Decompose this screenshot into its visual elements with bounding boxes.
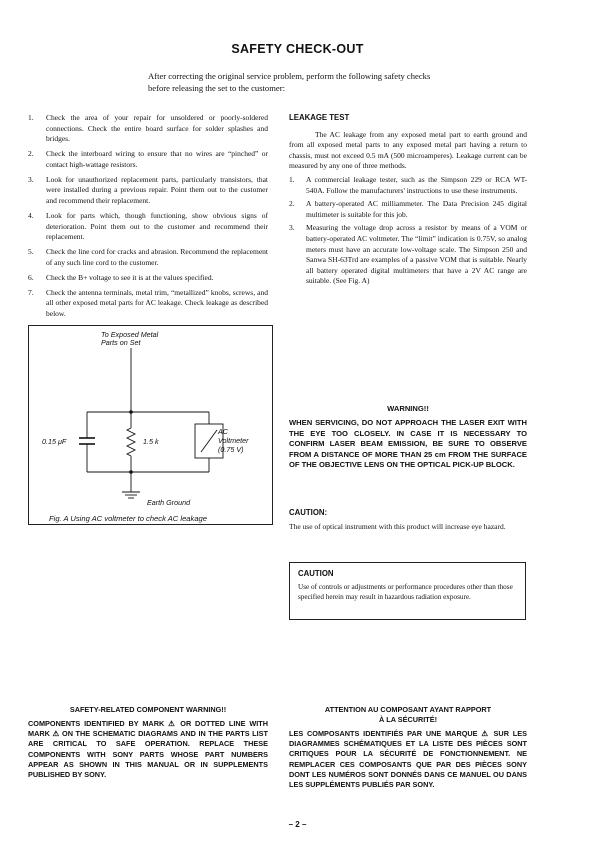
item-text: A battery-operated AC milliammeter. The Data Precision 245 digital multimeter is suitable for this job. bbox=[306, 199, 527, 219]
figure-label-top-1: To Exposed Metal bbox=[101, 330, 159, 339]
french-heading-line-2: À LA SÉCURITÉ! bbox=[378, 715, 438, 724]
figure-a bbox=[28, 325, 273, 525]
french-heading-line-1: ATTENTION AU COMPOSANT AYANT RAPPORT bbox=[324, 705, 492, 714]
caution-box-heading: CAUTION bbox=[298, 569, 334, 578]
french-heading bbox=[289, 705, 527, 725]
list-item bbox=[28, 288, 268, 320]
item-text: Measuring the voltage drop across a resistor by means of a VOM or battery-operated AC voltmeter. The “limit” indication is 0.75V, so analog meters must have an accurate low-voltage scale. The Simpson 250 and Sanwa SH-63Trd are examples of a passive VOM that is suitable. Nearly all battery operated digital multimeters that have a 2V AC range are suitable. (See Fig. A) bbox=[306, 223, 527, 286]
leakage-test-section bbox=[289, 113, 527, 290]
warning-heading: WARNING!! bbox=[387, 404, 429, 413]
meter-needle bbox=[201, 430, 217, 452]
list-item bbox=[289, 175, 527, 196]
item-number: 6. bbox=[28, 272, 34, 282]
item-text: Check the B+ voltage to see it is at the values specified. bbox=[46, 272, 214, 282]
item-text: Check the area of your repair for unsoldered or poorly-soldered connections. Check the entire board surface for solder splashes and bridges. bbox=[46, 113, 268, 144]
item-number: 3. bbox=[28, 174, 34, 184]
junction-dot-bottom bbox=[129, 470, 133, 474]
safety-related-heading: SAFETY-RELATED COMPONENT WARNING!! bbox=[69, 705, 227, 714]
figure-label-top-2: Parts on Set bbox=[101, 338, 141, 347]
leakage-intro: The AC leakage from any exposed metal part to earth ground and from all exposed metal parts to any exposed metal part having a return to chassis, must not exceed 0.5 mA (500 microamperes). Leakage current can be measured by any one of three methods. bbox=[289, 129, 527, 171]
item-number: 1. bbox=[289, 174, 295, 184]
list-item bbox=[28, 247, 268, 268]
list-item bbox=[28, 273, 268, 284]
resistor-value-label: 1.5 k bbox=[143, 437, 159, 446]
list-item bbox=[28, 113, 268, 145]
leakage-heading: LEAKAGE TEST bbox=[289, 113, 350, 122]
page-title: SAFETY CHECK-OUT bbox=[231, 42, 364, 56]
leakage-methods-list bbox=[289, 175, 527, 287]
item-number: 7. bbox=[28, 287, 34, 297]
safety-related-body: COMPONENTS IDENTIFIED BY MARK ⚠ OR DOTTED LINE WITH MARK ⚠ ON THE SCHEMATIC DIAGRAMS AND IN THE PARTS LIST ARE CRITICAL TO SAFE OPERATION. REPLACE THESE COMPONENTS WITH SONY PARTS WHOSE PART NUMBERS APPEAR AS SHOWN IN THIS MANUAL OR IN SUPPLEMENTS PUBLISHED BY SONY. bbox=[28, 719, 268, 780]
junction-dot-top bbox=[129, 410, 133, 414]
list-item bbox=[289, 199, 527, 220]
caution-box-body: Use of controls or adjustments or performance procedures other than those specified herein may result in hazardous radiation exposure. bbox=[298, 583, 513, 601]
item-number: 2. bbox=[289, 199, 295, 209]
meter-label-1: AC bbox=[218, 427, 228, 436]
warning-body: WHEN SERVICING, DO NOT APPROACH THE LASER EXIT WITH THE EYE TOO CLOSELY. IN CASE IT IS NECESSARY TO CONFIRM LASER BEAM EMISSION, BE SURE TO OBSERVE FROM A DISTANCE OF MORE THAN 25 cm FROM THE SURFACE OF THE OBJECTIVE LENS ON THE OPTICAL PICK-UP BLOCK. bbox=[289, 418, 527, 469]
list-item bbox=[28, 175, 268, 207]
french-body: LES COMPOSANTS IDENTIFIÉS PAR UNE MARQUE ⚠ SUR LES DIAGRAMMES SCHÉMATIQUES ET LA LISTE DES PIÈCES SONT CRITIQUES POUR LA SÉCURITÉ DE FONCTIONNEMENT. NE REMPLACER CES COMPOSANTS QUE PAR DES PIÈCES SONY DONT LES NUMÉROS SONT DONNÉS DANS CE MANUEL OU DANS LES SUPPLÉMENTS PUBLIÉS PAR SONY. bbox=[289, 729, 527, 790]
list-item bbox=[28, 149, 268, 170]
capacitor-value-label: 0.15 μF bbox=[42, 437, 67, 446]
safety-check-list bbox=[28, 113, 268, 324]
caution-body: The use of optical instrument with this product will increase eye hazard. bbox=[289, 522, 506, 531]
item-number: 4. bbox=[28, 210, 34, 220]
item-number: 5. bbox=[28, 247, 34, 257]
item-number: 1. bbox=[28, 113, 34, 122]
resistor-zigzag bbox=[127, 428, 135, 456]
meter-label-3: (0.75 V) bbox=[218, 445, 244, 454]
intro-paragraph: After correcting the original service problem, perform the following safety checks before releasing the set to the customer: bbox=[148, 71, 431, 93]
item-text: Check the interboard wiring to ensure that no wires are “pinched” or contact high-wattage resistors. bbox=[46, 149, 268, 169]
item-text: Check the line cord for cracks and abrasion. Recommend the replacement of any such line cord to the customer. bbox=[46, 247, 268, 267]
item-number: 2. bbox=[28, 149, 34, 159]
item-number: 3. bbox=[289, 223, 295, 233]
item-text: Look for parts which, though functioning, show obvious signs of deterioration. Point them out to the customer and recommend their replacement. bbox=[46, 210, 268, 242]
item-text: A commercial leakage tester, such as the Simpson 229 or RCA WT-540A. Follow the manufacturers' instructions to use these instruments. bbox=[306, 174, 527, 195]
list-item bbox=[289, 223, 527, 287]
ground-label: Earth Ground bbox=[147, 498, 191, 507]
figure-caption: Fig. A Using AC voltmeter to check AC leakage bbox=[49, 514, 207, 523]
item-text: Check the antenna terminals, metal trim, “metallized” knobs, screws, and all other exposed metal parts for AC leakage. Check leakage as described below. bbox=[46, 287, 268, 318]
list-item bbox=[28, 211, 268, 243]
leakage-circuit-diagram bbox=[29, 326, 274, 526]
page-number: – 2 – bbox=[288, 820, 307, 829]
item-text: Look for unauthorized replacement parts, particularly transistors, that were installed during a previous repair. Point them out to the customer and recommend their replacement. bbox=[46, 174, 268, 205]
caution-heading: CAUTION: bbox=[289, 508, 328, 517]
meter-label-2: Voltmeter bbox=[218, 436, 249, 445]
caution-box bbox=[289, 562, 526, 620]
